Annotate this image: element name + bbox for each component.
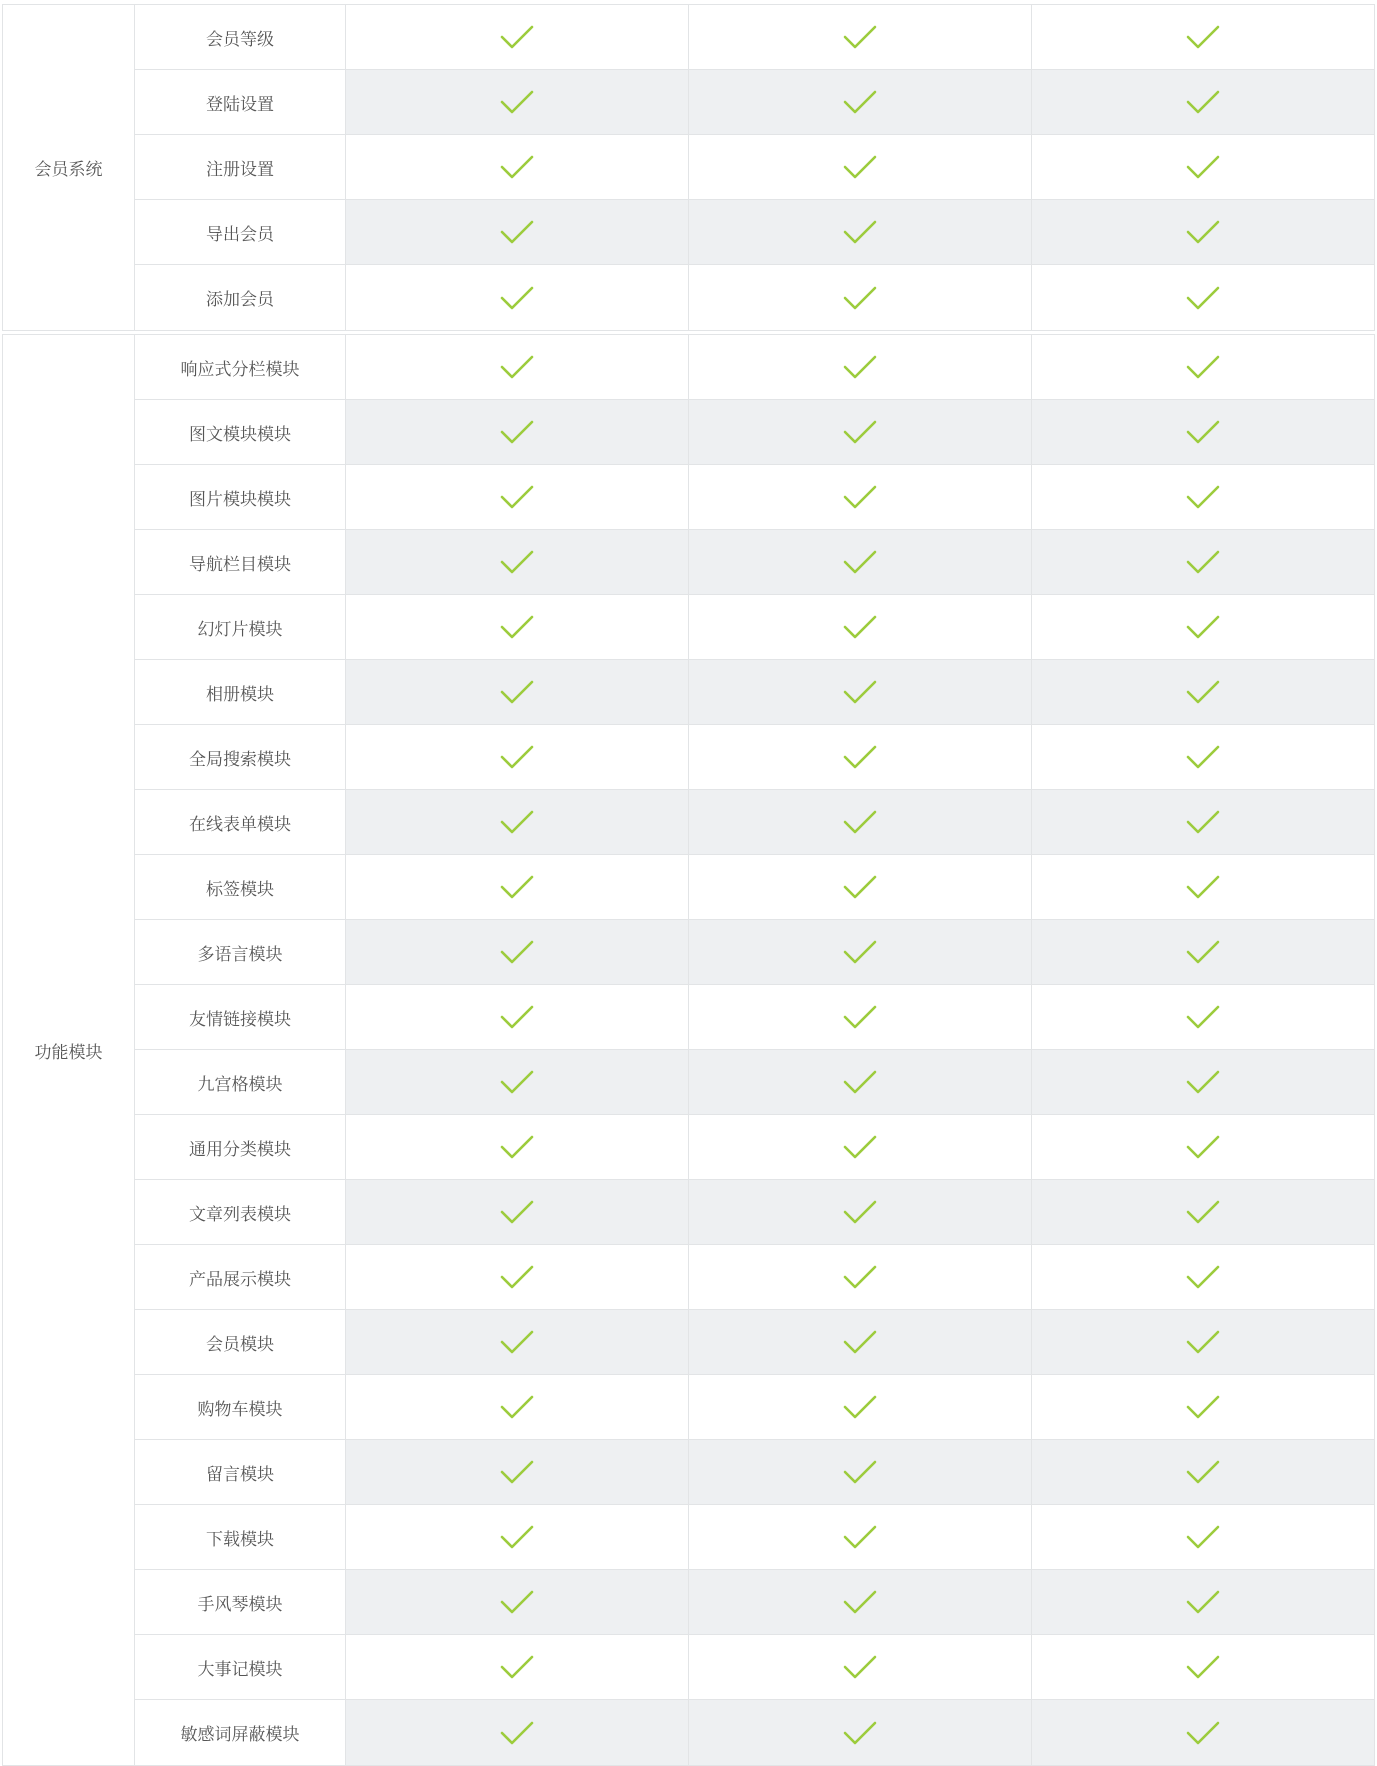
check-icon (500, 1329, 534, 1355)
check-cell (1032, 1115, 1374, 1179)
feature-name: 图文模块模块 (135, 400, 346, 464)
check-icon (1186, 1134, 1220, 1160)
check-cell (346, 265, 689, 330)
check-cell (689, 595, 1032, 659)
check-icon (843, 809, 877, 835)
check-icon (1186, 285, 1220, 311)
feature-name: 购物车模块 (135, 1375, 346, 1439)
feature-name: 添加会员 (135, 265, 346, 330)
group-label: 功能模块 (3, 335, 135, 1765)
check-cell (1032, 1245, 1374, 1309)
feature-name: 标签模块 (135, 855, 346, 919)
table-row (135, 660, 1374, 725)
check-cell (1032, 985, 1374, 1049)
table-row (135, 265, 1374, 330)
check-icon (843, 1329, 877, 1355)
feature-name: 产品展示模块 (135, 1245, 346, 1309)
check-cell (1032, 70, 1374, 134)
check-icon (1186, 89, 1220, 115)
check-icon (500, 484, 534, 510)
check-cell (689, 1115, 1032, 1179)
check-cell (689, 1180, 1032, 1244)
group-label: 会员系统 (3, 5, 135, 330)
check-icon (1186, 679, 1220, 705)
table-row (135, 200, 1374, 265)
check-cell (689, 1505, 1032, 1569)
feature-name: 手风琴模块 (135, 1570, 346, 1634)
table-row (135, 1505, 1374, 1570)
check-icon (843, 24, 877, 50)
check-icon (500, 24, 534, 50)
check-icon (500, 809, 534, 835)
check-icon (843, 1524, 877, 1550)
check-icon (500, 744, 534, 770)
check-icon (843, 1654, 877, 1680)
check-cell (1032, 530, 1374, 594)
table-row (135, 530, 1374, 595)
feature-name: 九宫格模块 (135, 1050, 346, 1114)
check-icon (843, 549, 877, 575)
check-cell (346, 1635, 689, 1699)
table-section (2, 334, 1375, 1766)
check-cell (689, 465, 1032, 529)
check-icon (843, 614, 877, 640)
check-cell (1032, 400, 1374, 464)
check-icon (1186, 1524, 1220, 1550)
check-cell (346, 5, 689, 69)
table-row (135, 1375, 1374, 1440)
check-icon (500, 614, 534, 640)
check-cell (689, 1570, 1032, 1634)
check-icon (500, 1069, 534, 1095)
table-row (135, 985, 1374, 1050)
check-icon (843, 154, 877, 180)
check-icon (843, 419, 877, 445)
check-cell (346, 660, 689, 724)
check-cell (346, 985, 689, 1049)
feature-name: 幻灯片模块 (135, 595, 346, 659)
check-icon (1186, 484, 1220, 510)
table-row (135, 1310, 1374, 1375)
check-cell (689, 1440, 1032, 1504)
check-cell (1032, 1310, 1374, 1374)
check-icon (1186, 1394, 1220, 1420)
check-cell (346, 1180, 689, 1244)
check-cell (689, 70, 1032, 134)
table-row (135, 1180, 1374, 1245)
check-cell (346, 790, 689, 854)
check-icon (500, 419, 534, 445)
feature-name: 下载模块 (135, 1505, 346, 1569)
table-row (135, 1115, 1374, 1180)
check-cell (689, 660, 1032, 724)
check-cell (346, 855, 689, 919)
check-icon (1186, 1264, 1220, 1290)
check-cell (1032, 790, 1374, 854)
check-cell (689, 725, 1032, 789)
check-cell (346, 1440, 689, 1504)
check-icon (1186, 809, 1220, 835)
check-icon (1186, 1069, 1220, 1095)
check-cell (346, 1375, 689, 1439)
check-cell (346, 70, 689, 134)
check-cell (346, 530, 689, 594)
check-icon (1186, 1459, 1220, 1485)
check-cell (346, 1505, 689, 1569)
check-icon (843, 1394, 877, 1420)
check-cell (346, 200, 689, 264)
check-cell (346, 595, 689, 659)
check-icon (1186, 154, 1220, 180)
check-icon (1186, 1329, 1220, 1355)
table-row (135, 135, 1374, 200)
check-cell (346, 1050, 689, 1114)
check-cell (689, 530, 1032, 594)
check-cell (346, 400, 689, 464)
table-row (135, 70, 1374, 135)
check-cell (1032, 1050, 1374, 1114)
check-cell (689, 1310, 1032, 1374)
check-cell (1032, 1375, 1374, 1439)
check-cell (1032, 335, 1374, 399)
check-icon (843, 744, 877, 770)
check-cell (689, 920, 1032, 984)
check-cell (689, 5, 1032, 69)
check-icon (500, 154, 534, 180)
check-icon (843, 1199, 877, 1225)
check-icon (1186, 549, 1220, 575)
check-icon (1186, 939, 1220, 965)
check-cell (689, 135, 1032, 199)
check-icon (843, 1264, 877, 1290)
check-cell (1032, 1635, 1374, 1699)
check-cell (1032, 1505, 1374, 1569)
check-cell (1032, 1440, 1374, 1504)
check-cell (346, 135, 689, 199)
check-icon (500, 354, 534, 380)
check-cell (1032, 725, 1374, 789)
check-icon (843, 354, 877, 380)
feature-name: 相册模块 (135, 660, 346, 724)
table-row (135, 920, 1374, 985)
table-section (2, 4, 1375, 331)
check-cell (689, 855, 1032, 919)
check-icon (843, 874, 877, 900)
check-cell (689, 790, 1032, 854)
feature-name: 在线表单模块 (135, 790, 346, 854)
check-icon (500, 1264, 534, 1290)
check-cell (346, 1310, 689, 1374)
check-icon (1186, 354, 1220, 380)
check-cell (689, 200, 1032, 264)
rows-container (135, 335, 1374, 1765)
check-cell (346, 920, 689, 984)
table-row (135, 1245, 1374, 1310)
check-cell (1032, 1180, 1374, 1244)
check-icon (1186, 614, 1220, 640)
check-cell (689, 265, 1032, 330)
check-cell (1032, 855, 1374, 919)
feature-name: 全局搜索模块 (135, 725, 346, 789)
check-icon (500, 1720, 534, 1746)
check-cell (1032, 5, 1374, 69)
check-icon (500, 1459, 534, 1485)
check-cell (689, 985, 1032, 1049)
check-cell (346, 335, 689, 399)
check-cell (1032, 920, 1374, 984)
check-icon (500, 1004, 534, 1030)
check-cell (689, 400, 1032, 464)
feature-name: 多语言模块 (135, 920, 346, 984)
check-icon (500, 1654, 534, 1680)
check-cell (689, 1375, 1032, 1439)
check-icon (1186, 744, 1220, 770)
table-row (135, 855, 1374, 920)
check-cell (1032, 465, 1374, 529)
feature-name: 会员模块 (135, 1310, 346, 1374)
check-cell (1032, 595, 1374, 659)
check-icon (500, 549, 534, 575)
check-cell (346, 1700, 689, 1765)
check-cell (689, 1635, 1032, 1699)
table-row (135, 1440, 1374, 1505)
check-icon (843, 285, 877, 311)
table-row (135, 1635, 1374, 1700)
check-icon (843, 679, 877, 705)
check-icon (1186, 24, 1220, 50)
check-cell (1032, 200, 1374, 264)
feature-name: 通用分类模块 (135, 1115, 346, 1179)
table-row (135, 1570, 1374, 1635)
check-cell (346, 725, 689, 789)
check-cell (1032, 1700, 1374, 1765)
check-cell (1032, 135, 1374, 199)
check-cell (689, 1050, 1032, 1114)
check-icon (500, 1524, 534, 1550)
check-icon (500, 89, 534, 115)
table-row (135, 400, 1374, 465)
feature-name: 敏感词屏蔽模块 (135, 1700, 346, 1765)
check-icon (843, 1720, 877, 1746)
check-icon (843, 1004, 877, 1030)
check-icon (843, 89, 877, 115)
check-icon (843, 939, 877, 965)
check-icon (500, 1134, 534, 1160)
check-cell (346, 1570, 689, 1634)
check-icon (500, 679, 534, 705)
check-icon (1186, 419, 1220, 445)
feature-name: 导航栏目模块 (135, 530, 346, 594)
check-icon (500, 1199, 534, 1225)
table-row (135, 1050, 1374, 1115)
check-icon (1186, 1589, 1220, 1615)
check-icon (843, 1069, 877, 1095)
check-cell (1032, 1570, 1374, 1634)
table-row (135, 5, 1374, 70)
table-row (135, 1700, 1374, 1765)
check-cell (346, 465, 689, 529)
table-row (135, 335, 1374, 400)
table-row (135, 725, 1374, 790)
table-row (135, 595, 1374, 660)
check-icon (1186, 1654, 1220, 1680)
check-icon (500, 939, 534, 965)
feature-name: 注册设置 (135, 135, 346, 199)
feature-name: 友情链接模块 (135, 985, 346, 1049)
feature-name: 登陆设置 (135, 70, 346, 134)
feature-name: 留言模块 (135, 1440, 346, 1504)
check-icon (500, 1589, 534, 1615)
check-icon (1186, 874, 1220, 900)
check-icon (843, 1459, 877, 1485)
check-cell (1032, 660, 1374, 724)
check-cell (689, 1245, 1032, 1309)
check-icon (500, 1394, 534, 1420)
check-icon (1186, 1004, 1220, 1030)
feature-name: 会员等级 (135, 5, 346, 69)
check-cell (346, 1245, 689, 1309)
check-icon (500, 285, 534, 311)
check-icon (843, 1589, 877, 1615)
rows-container (135, 5, 1374, 330)
check-cell (689, 335, 1032, 399)
check-icon (500, 874, 534, 900)
check-cell (1032, 265, 1374, 330)
table-row (135, 790, 1374, 855)
check-icon (843, 1134, 877, 1160)
feature-name: 大事记模块 (135, 1635, 346, 1699)
table-row (135, 465, 1374, 530)
check-icon (843, 219, 877, 245)
check-icon (1186, 1199, 1220, 1225)
check-icon (1186, 1720, 1220, 1746)
feature-name: 文章列表模块 (135, 1180, 346, 1244)
check-icon (843, 484, 877, 510)
check-icon (1186, 219, 1220, 245)
check-cell (689, 1700, 1032, 1765)
check-icon (500, 219, 534, 245)
feature-name: 图片模块模块 (135, 465, 346, 529)
feature-name: 导出会员 (135, 200, 346, 264)
feature-name: 响应式分栏模块 (135, 335, 346, 399)
check-cell (346, 1115, 689, 1179)
